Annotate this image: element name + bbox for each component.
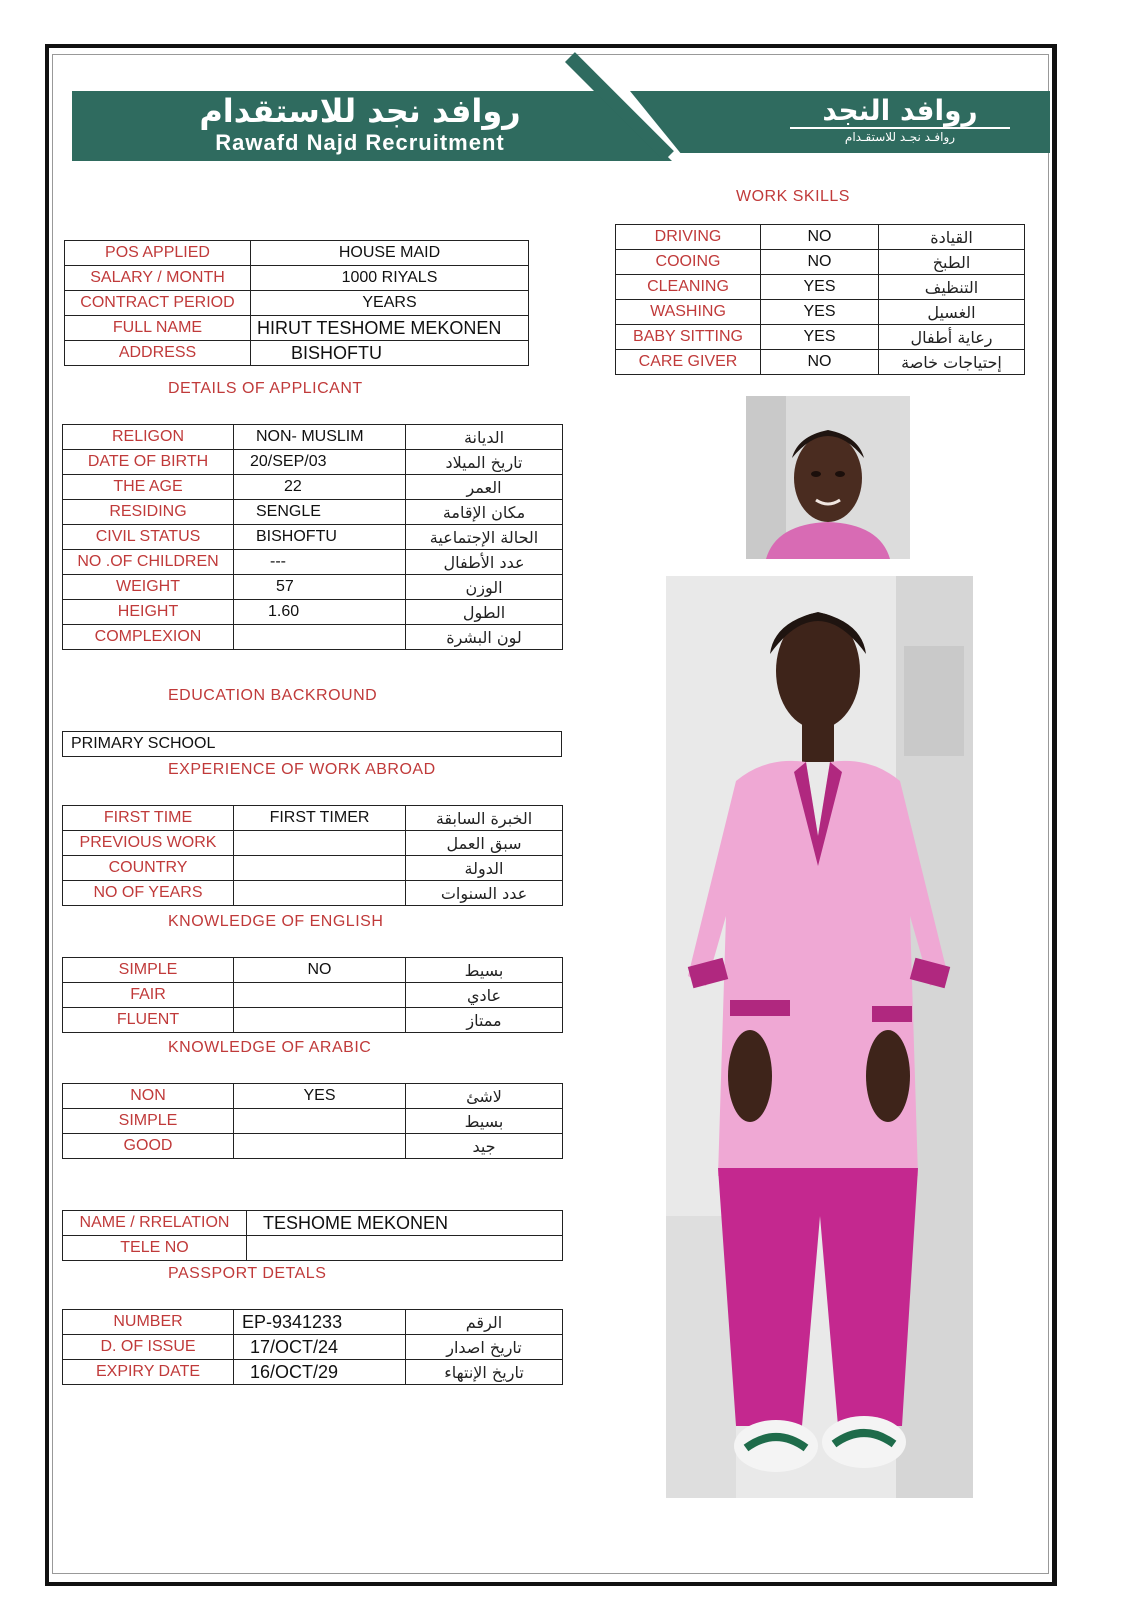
- table-row: [616, 325, 1025, 350]
- table-row: [63, 1360, 563, 1385]
- row-label-arabic: لاشئ: [406, 1084, 563, 1109]
- portrait-photo-art: [746, 396, 910, 559]
- table-row: [63, 475, 563, 500]
- row-label: WEIGHT: [63, 575, 234, 600]
- row-label-arabic: الديانة: [406, 425, 563, 450]
- table-row: [63, 525, 563, 550]
- table-row: [63, 1134, 563, 1159]
- row-label: CLEANING: [616, 275, 761, 300]
- row-value: [234, 1008, 406, 1033]
- row-label-arabic: التنظيف: [879, 275, 1025, 300]
- row-value: 22: [234, 475, 406, 500]
- table-row: [63, 625, 563, 650]
- row-label: SALARY / MONTH: [65, 266, 251, 291]
- row-label-arabic: تاريخ الإنتهاء: [406, 1360, 563, 1385]
- row-label-arabic: الخبرة السابقة: [406, 806, 563, 831]
- row-label-arabic: سبق العمل: [406, 831, 563, 856]
- row-value: [234, 1134, 406, 1159]
- table-row: [63, 500, 563, 525]
- table-row: [63, 1008, 563, 1033]
- row-label: HEIGHT: [63, 600, 234, 625]
- row-label-arabic: رعاية أطفال: [879, 325, 1025, 350]
- table-row: [63, 1310, 563, 1335]
- row-label: NAME / RRELATION: [63, 1211, 247, 1236]
- row-label: NUMBER: [63, 1310, 234, 1335]
- row-value: 17/OCT/24: [234, 1335, 406, 1360]
- row-value: NO: [761, 350, 879, 375]
- table-row: [63, 856, 563, 881]
- row-value: 20/SEP/03: [234, 450, 406, 475]
- row-label-arabic: الغسيل: [879, 300, 1025, 325]
- table-row: [65, 316, 529, 341]
- row-label: NO OF YEARS: [63, 881, 234, 906]
- row-label: FIRST TIME: [63, 806, 234, 831]
- row-value: FIRST TIMER: [234, 806, 406, 831]
- row-label: BABY SITTING: [616, 325, 761, 350]
- brand-name-arabic: روافد نجد للاستقدام: [199, 92, 521, 130]
- row-value: NO: [761, 250, 879, 275]
- table-row: [63, 550, 563, 575]
- row-value: BISHOFTU: [251, 341, 529, 366]
- row-label-arabic: ممتاز: [406, 1008, 563, 1033]
- table-row: [63, 425, 563, 450]
- row-label: CIVIL STATUS: [63, 525, 234, 550]
- brand-logo-subtitle: روافـد نجـد للاستقـدام: [844, 130, 956, 144]
- row-value: BISHOFTU: [234, 525, 406, 550]
- arabic-table: [62, 1083, 563, 1159]
- row-value: 1000 RIYALS: [251, 266, 529, 291]
- table-row: [616, 225, 1025, 250]
- table-row: [63, 1084, 563, 1109]
- row-label-arabic: الطول: [406, 600, 563, 625]
- row-label-arabic: القيادة: [879, 225, 1025, 250]
- row-value: HOUSE MAID: [251, 241, 529, 266]
- english-table: [62, 957, 563, 1033]
- table-row: [63, 806, 563, 831]
- table-row: [63, 1211, 563, 1236]
- table-row: [616, 350, 1025, 375]
- table-row: [616, 300, 1025, 325]
- row-label-arabic: عادي: [406, 983, 563, 1008]
- row-value: [234, 1109, 406, 1134]
- row-label-arabic: بسيط: [406, 958, 563, 983]
- row-label: DATE OF BIRTH: [63, 450, 234, 475]
- row-label-arabic: العمر: [406, 475, 563, 500]
- row-value: HIRUT TESHOME MEKONEN: [251, 316, 529, 341]
- row-value: SENGLE: [234, 500, 406, 525]
- row-label: TELE NO: [63, 1236, 247, 1261]
- row-label: FAIR: [63, 983, 234, 1008]
- experience-table: [62, 805, 563, 906]
- row-value: EP-9341233: [234, 1310, 406, 1335]
- full-body-photo: [666, 576, 973, 1498]
- row-value: [247, 1236, 563, 1261]
- row-label-arabic: عدد السنوات: [406, 881, 563, 906]
- arabic-title: KNOWLEDGE OF ARABIC: [168, 1039, 372, 1056]
- table-row: [65, 266, 529, 291]
- row-value: 57: [234, 575, 406, 600]
- job-table: [64, 240, 529, 366]
- table-row: [63, 1109, 563, 1134]
- row-value: YES: [761, 325, 879, 350]
- row-label: COOING: [616, 250, 761, 275]
- table-row: [63, 1236, 563, 1261]
- full-body-photo-art: [666, 576, 973, 1498]
- table-row: [65, 341, 529, 366]
- english-title: KNOWLEDGE OF ENGLISH: [168, 913, 384, 930]
- row-label: PREVIOUS WORK: [63, 831, 234, 856]
- education-table: [62, 731, 562, 757]
- table-row: [63, 450, 563, 475]
- row-label-arabic: مكان الإقامة: [406, 500, 563, 525]
- row-value: YES: [761, 275, 879, 300]
- row-value: [234, 831, 406, 856]
- row-value: NO: [761, 225, 879, 250]
- row-label-arabic: الوزن: [406, 575, 563, 600]
- row-label: SIMPLE: [63, 1109, 234, 1134]
- row-value: 1.60: [234, 600, 406, 625]
- table-row: [65, 291, 529, 316]
- row-value: YES: [761, 300, 879, 325]
- relation-table: [62, 1210, 563, 1261]
- row-label-arabic: إحتياجات خاصة: [879, 350, 1025, 375]
- row-label-arabic: الدولة: [406, 856, 563, 881]
- row-label: EXPIRY DATE: [63, 1360, 234, 1385]
- row-label-arabic: تاريخ الميلاد: [406, 450, 563, 475]
- education-title: EDUCATION BACKROUND: [168, 687, 378, 704]
- row-label-arabic: لون البشرة: [406, 625, 563, 650]
- row-value: 16/OCT/29: [234, 1360, 406, 1385]
- row-label: CONTRACT PERIOD: [65, 291, 251, 316]
- row-label: POS APPLIED: [65, 241, 251, 266]
- row-value: [234, 881, 406, 906]
- passport-title: PASSPORT DETALS: [168, 1265, 327, 1282]
- table-row: [63, 881, 563, 906]
- table-row: [63, 600, 563, 625]
- row-value: TESHOME MEKONEN: [247, 1211, 563, 1236]
- row-label: GOOD: [63, 1134, 234, 1159]
- experience-title: EXPERIENCE OF WORK ABROAD: [168, 761, 436, 778]
- row-value: YES: [234, 1084, 406, 1109]
- row-value: YEARS: [251, 291, 529, 316]
- table-row: [616, 250, 1025, 275]
- table-row: [63, 1335, 563, 1360]
- row-label: RELIGON: [63, 425, 234, 450]
- row-label: DRIVING: [616, 225, 761, 250]
- portrait-photo: [746, 396, 910, 559]
- row-label-arabic: الحالة الإجتماعية: [406, 525, 563, 550]
- row-label-arabic: الطبخ: [879, 250, 1025, 275]
- brand-name-english: Rawafd Najd Recruitment: [215, 130, 505, 155]
- row-label-arabic: الرقم: [406, 1310, 563, 1335]
- row-label: NO .OF CHILDREN: [63, 550, 234, 575]
- table-row: [63, 732, 562, 757]
- education-value: PRIMARY SCHOOL: [63, 732, 562, 757]
- table-row: [65, 241, 529, 266]
- row-label: SIMPLE: [63, 958, 234, 983]
- row-label-arabic: تاريخ اصدار: [406, 1335, 563, 1360]
- row-label: RESIDING: [63, 500, 234, 525]
- row-label-arabic: بسيط: [406, 1109, 563, 1134]
- table-row: [63, 831, 563, 856]
- passport-table: [62, 1309, 563, 1385]
- row-value: [234, 983, 406, 1008]
- row-label: FULL NAME: [65, 316, 251, 341]
- row-label: COMPLEXION: [63, 625, 234, 650]
- row-value: [234, 625, 406, 650]
- row-value: NON- MUSLIM: [234, 425, 406, 450]
- row-label: FLUENT: [63, 1008, 234, 1033]
- row-value: NO: [234, 958, 406, 983]
- applicant-table: [62, 424, 563, 650]
- table-row: [63, 575, 563, 600]
- row-label: CARE GIVER: [616, 350, 761, 375]
- row-value: ---: [234, 550, 406, 575]
- row-label: WASHING: [616, 300, 761, 325]
- work-skills-title: WORK SKILLS: [736, 188, 850, 205]
- row-label: COUNTRY: [63, 856, 234, 881]
- table-row: [63, 983, 563, 1008]
- applicant-details-title: DETAILS OF APPLICANT: [168, 380, 363, 397]
- row-label-arabic: عدد الأطفال: [406, 550, 563, 575]
- table-row: [616, 275, 1025, 300]
- row-label: THE AGE: [63, 475, 234, 500]
- row-value: [234, 856, 406, 881]
- row-label: NON: [63, 1084, 234, 1109]
- brand-logo: روافد النجد: [790, 95, 1010, 129]
- row-label-arabic: جيد: [406, 1134, 563, 1159]
- row-label: D. OF ISSUE: [63, 1335, 234, 1360]
- table-row: [63, 958, 563, 983]
- work-skills-table: [615, 224, 1025, 375]
- row-label: ADDRESS: [65, 341, 251, 366]
